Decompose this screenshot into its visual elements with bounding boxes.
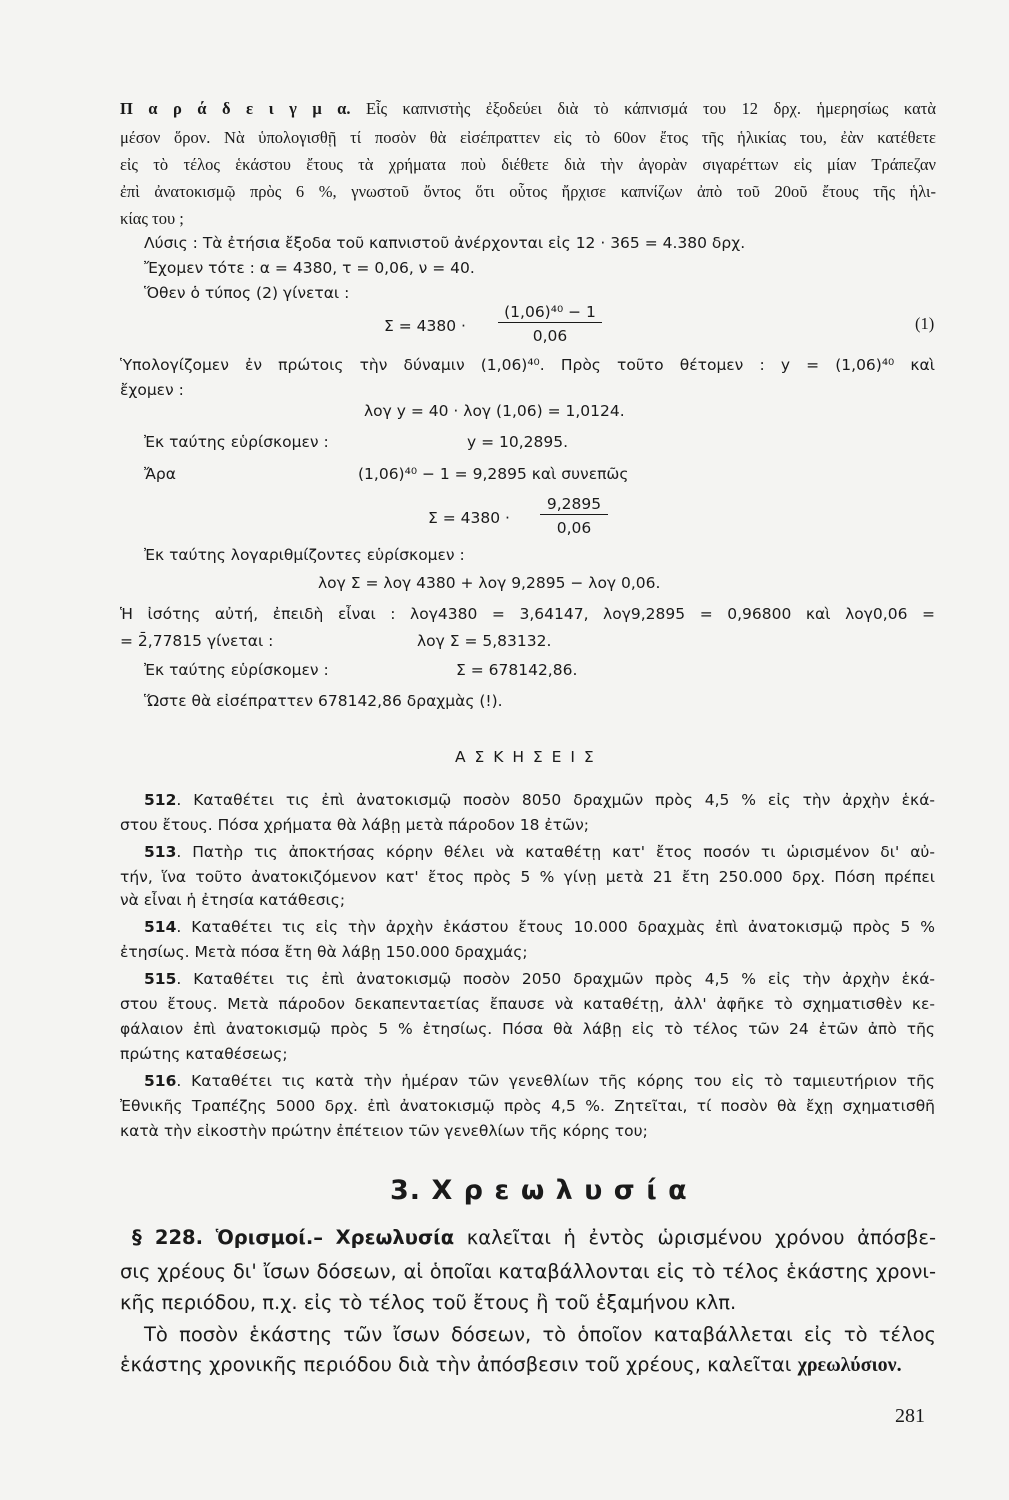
exercise-513-line-2: τήν, ἵνα τοῦτο ἀνατοκιζόμενον κατ' ἔτος πρὸς 5 % γίνῃ μετὰ 21 ἔτη 250.000 δρχ. Πόση πρέπει <box>120 868 935 886</box>
solution-line-12b: λογ Σ = 5,83132. <box>417 632 552 650</box>
example-heading: Π α ρ ά δ ε ι γ μ α. <box>120 99 351 118</box>
solution-line-12a: = 2̄,77815 γίνεται : <box>120 632 274 650</box>
section-paragraph-1-line-1 <box>120 1228 936 1248</box>
example-line-4: ἐπὶ ἀνατοκισμῷ πρὸς 6 %, γνωστοῦ ὄντος ὅτι οὗτος ἤρχισε καπνίζων ἀπὸ τοῦ 20οῦ ἔτους τῆς ἡλι- <box>120 182 936 201</box>
solution-line-3: Ὅθεν ὁ τύπος (2) γίνεται : <box>144 284 350 302</box>
solution-line-6: λογ y = 40 · λογ (1,06) = 1,0124. <box>364 402 625 420</box>
eq1-fraction-bar <box>498 322 602 323</box>
page-number: 281 <box>895 1405 925 1427</box>
exercise-513-text-1: Πατὴρ τις ἀποκτήσας κόρην θέλει νὰ καταθέτῃ κατ' ἔτος ποσόν τι ὡρισμένον δι' αὐ- <box>192 843 935 861</box>
example-line-1 <box>120 101 936 118</box>
solution-line-7b: y = 10,2895. <box>467 433 569 451</box>
solution-line-9: Ἐκ ταύτης λογαριθμίζοντες εὑρίσκομεν : <box>144 546 465 564</box>
example-line-3: εἰς τὸ τέλος ἑκάστου ἔτους τὰ χρήματα ποὺ διέθετε διὰ τὴν ἀγορὰν σιγαρέττων εἰς μίαν Τράπεζαν <box>120 155 936 174</box>
exercise-515-line-3: φάλαιον ἐπὶ ἀνατοκισμῷ πρὸς 5 % ἐτησίως. Πόσα θὰ λάβῃ εἰς τὸ τέλος τῶν 24 ἐτῶν ἀπὸ τῆς <box>120 1020 935 1038</box>
example-text-1: Εἷς καπνιστὴς ἐξοδεύει διὰ τὸ κάπνισμά του 12 δρχ. ἡμερησίως κατὰ <box>366 99 937 118</box>
exercise-514-text-1: Καταθέτει τις εἰς τὴν ἀρχὴν ἑκάστου ἔτους 10.000 δραχμὰς ἐπὶ ἀνατοκισμῷ πρὸς 5 % <box>191 918 935 936</box>
section-title: 3. Χ ρ ε ω λ υ σ ί α <box>390 1175 688 1206</box>
exercise-512-line-1: 512. Καταθέτει τις ἐπὶ ἀνατοκισμῷ ποσὸν 8050 δραχμῶν πρὸς 4,5 % εἰς τὴν ἀρχὴν ἑκά- <box>144 791 936 809</box>
term-chreolysia: Χρεωλυσία <box>335 1226 455 1249</box>
exercise-516-text-1: Καταθέτει τις κατὰ τὴν ἡμέραν τῶν γενεθλίων τῆς κόρης του εἰς τὸ ταμιευτήριον τῆς <box>191 1072 935 1090</box>
section-paragraph-2-line-2 <box>120 1355 902 1375</box>
exercise-516-number: 516 <box>144 1072 177 1090</box>
exercise-514-number: 514 <box>144 918 177 936</box>
exercise-514-line-1: 514. Καταθέτει τις εἰς τὴν ἀρχὴν ἑκάστου ἔτους 10.000 δραχμὰς ἐπὶ ἀνατοκισμῷ πρὸς 5 % <box>144 918 935 936</box>
solution-line-7a: Ἐκ ταύτης εὑρίσκομεν : <box>144 433 329 451</box>
solution-line-8b: (1,06)⁴⁰ − 1 = 9,2895 καὶ συνεπῶς <box>358 465 629 483</box>
term-chreolysion: χρεωλύσιον. <box>797 1354 902 1376</box>
solution-line-2: Ἔχομεν τότε : α = 4380, τ = 0,06, ν = 40. <box>144 259 475 277</box>
exercise-516-line-1: 516. Καταθέτει τις κατὰ τὴν ἡμέραν τῶν γενεθλίων τῆς κόρης του εἰς τὸ ταμιευτήριον τῆς <box>144 1072 935 1090</box>
paragraph-2-text-1: Τὸ ποσὸν ἑκάστης τῶν ἴσων δόσεων, τὸ ὁποῖον καταβάλλεται εἰς τὸ τέλος <box>144 1323 936 1346</box>
solution-line-10: λογ Σ = λογ 4380 + λογ 9,2895 − λογ 0,06. <box>318 574 661 592</box>
exercise-513-number: 513 <box>144 843 177 861</box>
exercises-title: Α Σ Κ Η Σ Ε Ι Σ <box>455 748 596 766</box>
exercise-515-line-1: 515. Καταθέτει τις ἐπὶ ἀνατοκισμῷ ποσὸν 2050 δραχμῶν πρὸς 4,5 % εἰς τὴν ἀρχὴν ἑκά- <box>144 970 936 988</box>
eq2-denominator: 0,06 <box>556 519 592 537</box>
eq1-lhs: Σ = 4380 · <box>384 317 466 335</box>
eq2-fraction-bar <box>540 514 608 515</box>
solution-line-13b: Σ = 678142,86. <box>456 661 578 679</box>
paragraph-label: § 228. <box>132 1226 204 1249</box>
eq1-denominator: 0,06 <box>532 327 568 345</box>
solution-line-13a: Ἐκ ταύτης εὑρίσκομεν : <box>144 661 329 679</box>
paragraph-2-text-2: ἑκάστης χρονικῆς περιόδου διὰ τὴν ἀπόσβεσιν τοῦ χρέους, καλεῖται <box>120 1353 792 1376</box>
section-paragraph-2-line-1 <box>120 1325 936 1345</box>
exercise-515-line-4: πρώτης καταθέσεως; <box>120 1045 288 1063</box>
eq2-lhs: Σ = 4380 · <box>428 509 510 527</box>
exercise-512-text-1: Καταθέτει τις ἐπὶ ἀνατοκισμῷ ποσὸν 8050 δραχμῶν πρὸς 4,5 % εἰς τὴν ἀρχὴν ἑκά- <box>193 791 936 809</box>
paragraph-1-text: καλεῖται ἡ ἐντὸς ὡρισμένου χρόνου ἀπόσβε- <box>466 1226 937 1249</box>
solution-line-5: ἔχομεν : <box>120 381 184 399</box>
exercise-516-line-2: Ἐθνικῆς Τραπέζης 5000 δρχ. ἐπὶ ἀνατοκισμῷ πρὸς 4,5 %. Ζητεῖται, τί ποσὸν θὰ ἔχῃ σχηματισθῆ <box>120 1097 935 1115</box>
paragraph-heading: Ὁρισμοί.– <box>215 1226 324 1249</box>
solution-line-14: Ὥστε θὰ εἰσέπραττεν 678142,86 δραχμὰς (!). <box>144 692 503 710</box>
exercise-514-line-2: ἐτησίως. Μετὰ πόσα ἔτη θὰ λάβῃ 150.000 δραχμάς; <box>120 943 528 961</box>
exercise-515-line-2: στου ἔτους. Μετὰ πάροδον δεκαπενταετίας ἔπαυσε νὰ καταθέτῃ, ἀλλ' ἀφῆκε τὸ σχηματισθὲν κε- <box>120 995 935 1013</box>
exercise-513-line-3: νὰ εἶναι ἡ ἐτησία κατάθεσις; <box>120 891 346 909</box>
eq2-numerator: 9,2895 <box>546 495 602 513</box>
solution-line-8a: Ἄρα <box>144 465 176 483</box>
exercise-512-number: 512 <box>144 791 177 809</box>
solution-line-4: Ὑπολογίζομεν ἐν πρώτοις τὴν δύναμιν (1,06)⁴⁰. Πρὸς τοῦτο θέτομεν : y = (1,06)⁴⁰ καὶ <box>120 356 935 374</box>
section-paragraph-1-line-2: σις χρέους δι' ἴσων δόσεων, αἱ ὁποῖαι καταβάλλονται εἰς τὸ τέλος ἑκάστης χρονι- <box>120 1260 936 1283</box>
solution-line-11: Ἡ ἰσότης αὐτή, ἐπειδὴ εἶναι : λογ4380 = 3,64147, λογ9,2895 = 0,96800 καὶ λογ0,06 = <box>120 605 935 623</box>
exercise-515-number: 515 <box>144 970 177 988</box>
example-line-2: μέσον ὅρον. Νὰ ὑπολογισθῇ τί ποσὸν θὰ εἰσέπραττεν εἰς τὸ 60ον ἔτος τῆς ἡλικίας του, ἐὰν κατέθετε <box>120 128 936 147</box>
eq1-numerator: (1,06)⁴⁰ − 1 <box>504 303 596 321</box>
exercise-516-line-3: κατὰ τὴν εἰκοστὴν πρώτην ἐπέτειον τῶν γενεθλίων τῆς κόρης του; <box>120 1122 648 1140</box>
section-paragraph-1-line-3: κῆς περιόδου, π.χ. εἰς τὸ τέλος τοῦ ἔτους ἢ τοῦ ἑξαμήνου κλπ. <box>120 1291 737 1314</box>
solution-line-1: Λύσις : Τὰ ἐτήσια ἔξοδα τοῦ καπνιστοῦ ἀνέρχονται εἰς 12 · 365 = 4.380 δρχ. <box>144 234 746 252</box>
exercise-515-text-1: Καταθέτει τις ἐπὶ ἀνατοκισμῷ ποσὸν 2050 δραχμῶν πρὸς 4,5 % εἰς τὴν ἀρχὴν ἑκά- <box>193 970 936 988</box>
eq1-number: (1) <box>915 314 935 333</box>
exercise-512-line-2: στου ἔτους. Πόσα χρήματα θὰ λάβῃ μετὰ πάροδον 18 ἐτῶν; <box>120 816 589 834</box>
exercise-513-line-1: 513. Πατὴρ τις ἀποκτήσας κόρην θέλει νὰ καταθέτῃ κατ' ἔτος ποσόν τι ὡρισμένον δι' αὐ- <box>144 843 935 861</box>
example-line-5: κίας του ; <box>120 209 184 228</box>
